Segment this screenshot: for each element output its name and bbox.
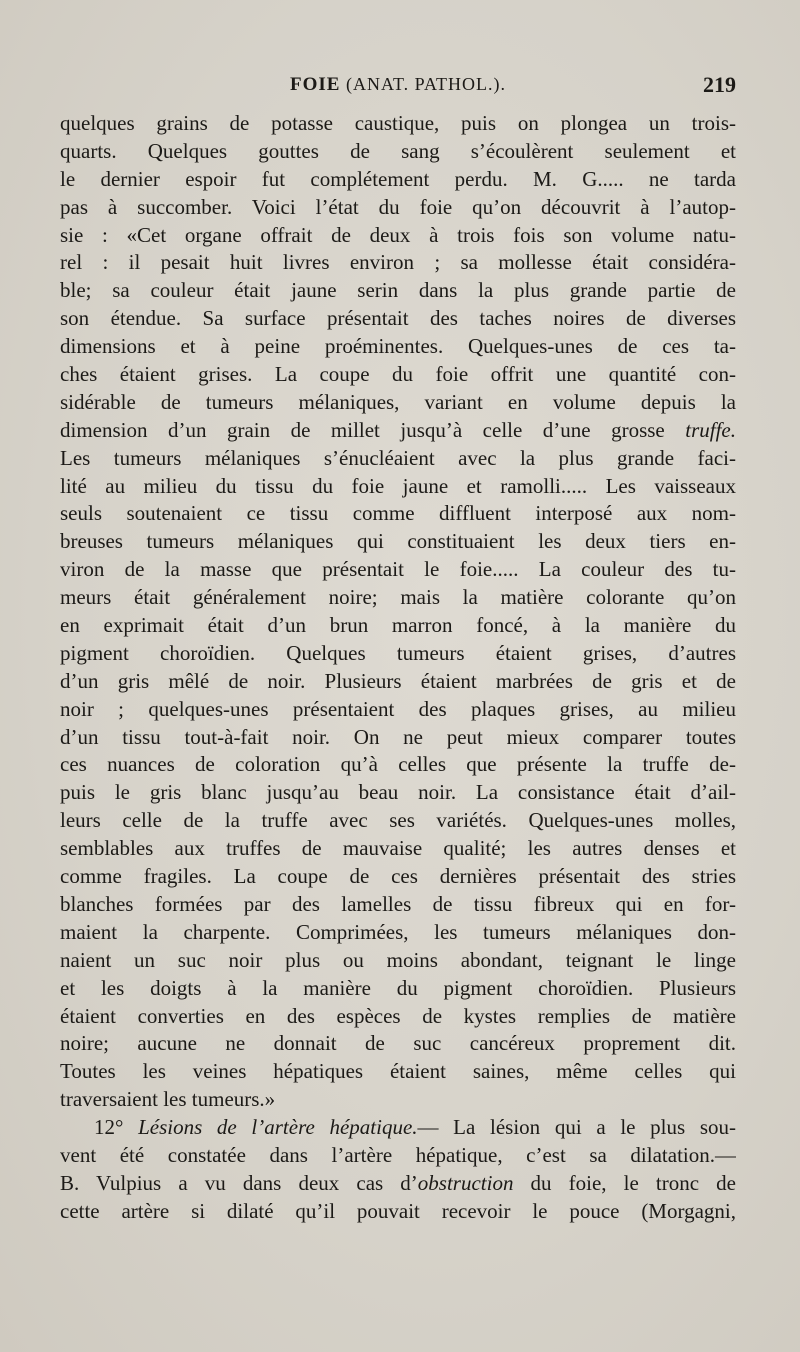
section-heading: Lésions de l’artère hépatique. (138, 1115, 418, 1140)
text-line: d’un gris mêlé de noir. Plusieurs étaient marbrées de gris et de (60, 668, 736, 693)
line3-italic: obstruction (417, 1170, 514, 1195)
text-line: naient un suc noir plus ou moins abondant, teignant le linge (60, 947, 736, 972)
text-line: comme fragiles. La coupe de ces dernières présentait des stries (60, 864, 736, 889)
text-line: ces nuances de coloration qu’à celles que présente la truffe de- (60, 752, 736, 777)
section-12-first-line (60, 1114, 736, 1142)
text-line: viron de la masse que présentait le foie..... La couleur des tu- (60, 557, 736, 582)
text-line: sie : «Cet organe offrait de deux à trois fois son volume natu- (60, 222, 736, 247)
text-line: dimension d’un grain de millet jusqu’à celle d’une grosse truffe. (60, 417, 736, 442)
text-line: dimensions et à peine proéminentes. Quelques-unes de ces ta- (60, 334, 736, 359)
text-line: quelques grains de potasse caustique, puis on plongea un trois- (60, 111, 736, 135)
text-line: ble; sa couleur était jaune serin dans la plus grande partie de (60, 278, 736, 303)
running-head (60, 74, 736, 108)
text-line: pas à succomber. Voici l’état du foie qu’on découvrit à l’autop- (60, 194, 736, 219)
text-line: ches étaient grises. La coupe du foie offrit une quantité con- (60, 362, 736, 387)
text-line: blanches formées par des lamelles de tissu fibreux qui en for- (60, 891, 736, 916)
text-line: traversaient les tumeurs.» (60, 1087, 276, 1112)
text-line: étaient converties en des espèces de kystes remplies de matière (60, 1003, 736, 1028)
text-line: sidérable de tumeurs mélaniques, variant en volume depuis la (60, 389, 736, 414)
text-line: semblables aux truffes de mauvaise qualité; les autres denses et (60, 836, 736, 861)
text-line: le dernier espoir fut complétement perdu. M. G..... ne tarda (60, 166, 736, 191)
text-line: noire; aucune ne donnait de suc cancéreux proprement dit. (60, 1031, 736, 1056)
section-12-third-line (60, 1170, 736, 1198)
text-line: noir ; quelques-unes présentaient des plaques grises, au milieu (60, 696, 736, 721)
page-number: 219 (703, 72, 736, 97)
text-line: en exprimait était d’un brun marron foncé, à la manière du (60, 613, 736, 638)
text-line: Les tumeurs mélaniques s’énucléaient avec la plus grande faci- (60, 445, 736, 470)
text-line: quarts. Quelques gouttes de sang s’écoulèrent seulement et (60, 138, 736, 163)
running-title (60, 74, 736, 96)
text-line: puis le gris blanc jusqu’au beau noir. La consistance était d’ail- (60, 780, 736, 805)
text-line: meurs était généralement noire; mais la matière colorante qu’on (60, 585, 736, 610)
text-line: breuses tumeurs mélaniques qui constituaient les deux tiers en- (60, 529, 736, 554)
text-line: vent été constatée dans l’artère hépatique, c’est sa dilatation.— (60, 1142, 736, 1167)
text-line: lité au milieu du tissu du foie jaune et ramolli..... Les vaisseaux (60, 473, 736, 498)
line3-part-a: B. Vulpius a vu dans deux cas d’ (60, 1170, 418, 1195)
body-text (60, 110, 736, 1226)
text-line: et les doigts à la manière du pigment choroïdien. Plusieurs (60, 975, 736, 1000)
text-line: leurs celle de la truffe avec ses variétés. Quelques-unes molles, (60, 808, 736, 833)
text-line: pigment choroïdien. Quelques tumeurs étaient grises, d’autres (60, 640, 736, 665)
text-line: maient la charpente. Comprimées, les tumeurs mélaniques don- (60, 919, 736, 944)
section-line1-rest: — La lésion qui a le plus sou- (417, 1115, 736, 1140)
text-line: Toutes les veines hépatiques étaient saines, même celles qui (60, 1059, 736, 1084)
text-line: seuls soutenaient ce tissu comme diffluent interposé aux nom- (60, 501, 736, 526)
text-line: cette artère si dilaté qu’il pouvait recevoir le pouce (Morgagni, (60, 1198, 736, 1223)
line3-part-b: du foie, le tronc de (513, 1170, 736, 1195)
running-title-main: FOIE (290, 74, 341, 95)
running-title-sub: (ANAT. PATHOL.). (345, 74, 506, 94)
text-line: d’un tissu tout-à-fait noir. On ne peut mieux comparer toutes (60, 724, 736, 749)
text-line: rel : il pesait huit livres environ ; sa mollesse était considéra- (60, 250, 736, 275)
section-number: 12° (94, 1115, 124, 1140)
text-line: son étendue. Sa surface présentait des taches noires de diverses (60, 306, 736, 331)
